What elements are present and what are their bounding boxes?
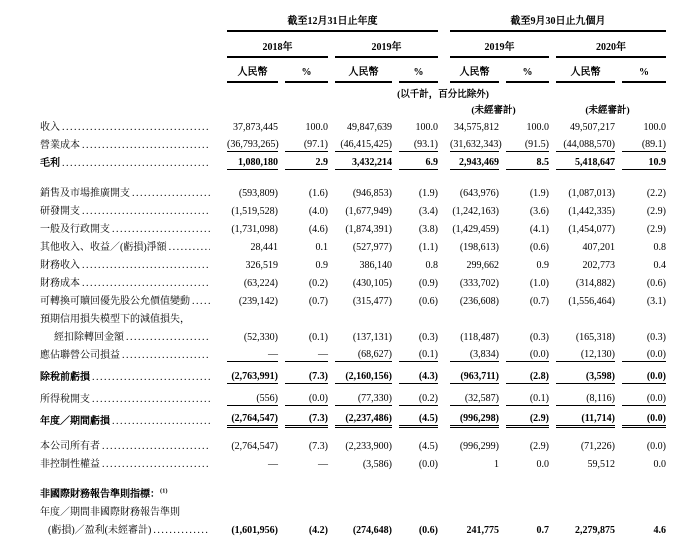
cell-value: 407,201 [582, 242, 615, 253]
table-row [40, 406, 666, 428]
table-row [40, 290, 666, 308]
cell-value: (2.2) [646, 188, 666, 199]
cell-value: (2.9) [646, 206, 666, 217]
cell-value: (593,809) [238, 188, 278, 199]
table-row [40, 308, 666, 326]
row-label: 營業成本 ..... [40, 134, 220, 152]
dot-leader [82, 140, 210, 151]
cell-value: 202,773 [582, 260, 615, 271]
dot-leader [62, 158, 210, 169]
cell-value: (0.0) [278, 384, 328, 406]
table-row [40, 200, 666, 218]
cell-value: — [278, 344, 328, 362]
table-row [40, 236, 666, 254]
dot-leader [92, 372, 210, 383]
cell-value: (7.3) [278, 406, 328, 428]
row-label: (虧損)／盈利(未經審計) ..... [40, 519, 220, 537]
units-note-row [40, 83, 666, 100]
dot-leader [112, 224, 210, 235]
cell-value: (137,131) [352, 332, 392, 343]
table-row [40, 384, 666, 406]
cell-value: (0.7) [529, 296, 549, 307]
cell-value: (2.9) [529, 441, 549, 452]
dot-leader [82, 206, 210, 217]
cell-value: (0.6) [418, 525, 438, 536]
cell-value: (0.1) [392, 344, 438, 362]
dot-leader [153, 525, 210, 536]
cell-value: (1,556,464) [568, 296, 615, 307]
row-label: 財務收入 ..... [40, 254, 220, 272]
row-label: 非國際財務報告準則指標：$^{(1)}$ [40, 487, 168, 500]
cell-value: (3.4) [418, 206, 438, 217]
period-group-nine-months [438, 12, 666, 32]
row-label: 所得稅開支 ..... [40, 384, 220, 406]
cell-value: 59,512 [587, 459, 615, 470]
table-row [40, 471, 666, 501]
cell-value: (63,224) [243, 278, 278, 289]
cell-value: — [268, 459, 278, 470]
cell-value: (0.7) [308, 296, 328, 307]
cell-value: (3,834) [438, 344, 499, 362]
cell-value: 6.9 [392, 152, 438, 170]
financial-table [40, 12, 666, 537]
cell-value: (2,763,991) [220, 362, 278, 384]
cell-value: 0.8 [653, 242, 666, 253]
dot-leader [126, 332, 210, 343]
cell-value: (2.9) [499, 406, 549, 428]
cell-value: (996,298) [438, 406, 499, 428]
cell-value: (91.5) [499, 134, 549, 152]
cell-value: (2,764,547) [220, 406, 278, 428]
period-group-nine-months-title: 截至9月30日止九個月 [450, 12, 666, 32]
cell-value: (0.6) [529, 242, 549, 253]
cell-value: (1,242,163) [452, 206, 499, 217]
cell-value: (93.1) [392, 134, 438, 152]
year-2018-header: 2018年 [220, 32, 328, 58]
row-label: 預期信用損失模型下的減值損失， [40, 314, 190, 325]
cell-value: 49,847,639 [347, 122, 392, 133]
unaudited-row [40, 100, 666, 116]
percent-header-1: % [278, 58, 328, 83]
table-row [40, 116, 666, 134]
cell-value: (77,330) [328, 384, 392, 406]
cell-value: (4.6) [308, 224, 328, 235]
cell-value: (1,731,098) [231, 224, 278, 235]
cell-value: (2.9) [646, 224, 666, 235]
cell-value: (0.0) [418, 459, 438, 470]
cell-value: (2.8) [499, 362, 549, 384]
cell-value: (1,454,077) [568, 224, 615, 235]
cell-value: (4.0) [308, 206, 328, 217]
header-measure-row [40, 58, 666, 83]
cell-value: — [220, 344, 278, 362]
cell-value: (1,087,013) [568, 188, 615, 199]
year-2019-9m-header: 2019年 [438, 32, 549, 58]
cell-value: (0.3) [646, 332, 666, 343]
table-row [40, 326, 666, 344]
dot-leader [112, 416, 210, 427]
dot-leader [82, 278, 210, 289]
table-row [40, 272, 666, 290]
cell-value: (963,711) [438, 362, 499, 384]
cell-value: (7.3) [278, 362, 328, 384]
cell-value: (32,587) [438, 384, 499, 406]
cell-value: 5,418,647 [549, 152, 615, 170]
cell-value: 2,279,875 [575, 525, 615, 536]
row-label: 毛利 ..... [40, 152, 220, 170]
cell-value: (1,601,956) [231, 525, 278, 536]
cell-value: (2,160,156) [328, 362, 392, 384]
cell-value: (0.2) [308, 278, 328, 289]
cell-value: 0.1 [315, 242, 328, 253]
cell-value: (3,586) [362, 459, 392, 470]
cell-value: 326,519 [245, 260, 278, 271]
cell-value: (0.1) [499, 384, 549, 406]
cell-value: (643,976) [459, 188, 499, 199]
cell-value: (946,853) [352, 188, 392, 199]
row-label: 一般及行政開支 ..... [40, 218, 220, 236]
row-label: 銷售及市場推廣開支 ..... [40, 170, 220, 200]
row-label: 經扣除轉回金額 ..... [40, 326, 220, 344]
cell-value: (3.8) [418, 224, 438, 235]
cell-value: (2,764,547) [231, 441, 278, 452]
cell-value: (0.9) [418, 278, 438, 289]
table-row [40, 428, 666, 453]
dot-leader [122, 350, 210, 361]
table-row [40, 519, 666, 537]
table-row [40, 453, 666, 471]
cell-value: 8.5 [499, 152, 549, 170]
cell-value: (430,105) [352, 278, 392, 289]
row-label: 可轉換可贖回優先股公允價值變動 ..... [40, 290, 220, 308]
cell-value: (556) [220, 384, 278, 406]
cell-value: (2,237,486) [328, 406, 392, 428]
currency-header-4: 人民幣 [549, 58, 615, 83]
cell-value: 100.0 [643, 122, 666, 133]
cell-value: (12,130) [549, 344, 615, 362]
cell-value: 0.4 [653, 260, 666, 271]
row-label: 財務成本 ..... [40, 272, 220, 290]
currency-header-2: 人民幣 [328, 58, 392, 83]
cell-value: (36,793,265) [227, 139, 279, 150]
table-row [40, 170, 666, 200]
dot-leader [132, 188, 210, 199]
cell-value: 100.0 [305, 122, 328, 133]
cell-value: 241,775 [466, 525, 499, 536]
row-label: 研發開支 ..... [40, 200, 220, 218]
cell-value: 1,080,180 [220, 152, 278, 170]
cell-value: (0.0) [615, 362, 666, 384]
cell-value: (314,882) [575, 278, 615, 289]
cell-value: — [318, 459, 328, 470]
cell-value: 4.6 [653, 525, 666, 536]
dot-leader [169, 242, 210, 253]
dot-leader [102, 441, 210, 452]
cell-value: (165,318) [575, 332, 615, 343]
row-label: 本公司所有者 ..... [40, 428, 220, 453]
cell-value: (4.2) [308, 525, 328, 536]
cell-value: (4.3) [392, 362, 438, 384]
cell-value: (0.3) [418, 332, 438, 343]
cell-value: (236,608) [459, 296, 499, 307]
dot-leader [92, 394, 210, 405]
header-year-row [40, 32, 666, 58]
cell-value: (0.2) [392, 384, 438, 406]
cell-value: 3,432,214 [328, 152, 392, 170]
unaudited-label-2020-9m: (未經審計) [585, 106, 630, 116]
cell-value: (198,613) [459, 242, 499, 253]
cell-value: (0.0) [499, 344, 549, 362]
cell-value: (1,677,949) [345, 206, 392, 217]
header-period-row [40, 12, 666, 32]
cell-value: (3.6) [529, 206, 549, 217]
cell-value: (1.0) [529, 278, 549, 289]
cell-value: (0.0) [615, 384, 666, 406]
cell-value: (0.0) [615, 406, 666, 428]
year-2020-header: 2020年 [549, 32, 666, 58]
cell-value: (7.3) [308, 441, 328, 452]
cell-value: 0.8 [425, 260, 438, 271]
row-label: 非控制性權益 ..... [40, 453, 220, 471]
cell-value: (1.9) [418, 188, 438, 199]
cell-value: (1.1) [418, 242, 438, 253]
table-row [40, 501, 666, 519]
cell-value: 10.9 [615, 152, 666, 170]
cell-value: (52,330) [243, 332, 278, 343]
dot-leader [62, 122, 210, 133]
table-row [40, 254, 666, 272]
cell-value: 386,140 [359, 260, 392, 271]
cell-value: 0.0 [653, 459, 666, 470]
cell-value: 100.0 [526, 122, 549, 133]
cell-value: (0.0) [646, 441, 666, 452]
row-label: 年度／期間虧損 ..... [40, 406, 220, 428]
footnote-marker: (1) [160, 487, 168, 495]
cell-value: (1,874,391) [345, 224, 392, 235]
year-2019-header: 2019年 [328, 32, 438, 58]
cell-value: (3,598) [549, 362, 615, 384]
cell-value: 28,441 [250, 242, 278, 253]
cell-value: (239,142) [238, 296, 278, 307]
table-row [40, 218, 666, 236]
cell-value: 2.9 [278, 152, 328, 170]
cell-value: 2,943,469 [438, 152, 499, 170]
cell-value: (118,487) [460, 332, 499, 343]
percent-header-3: % [499, 58, 549, 83]
dot-leader [82, 260, 210, 271]
cell-value: (333,702) [459, 278, 499, 289]
cell-value: (315,477) [352, 296, 392, 307]
cell-value: (44,088,570) [549, 134, 615, 152]
cell-value: 0.9 [536, 260, 549, 271]
table-row [40, 362, 666, 384]
cell-value: (4.1) [529, 224, 549, 235]
cell-value: (46,415,425) [328, 134, 392, 152]
cell-value: (527,977) [352, 242, 392, 253]
cell-value: (0.6) [646, 278, 666, 289]
period-group-annual [220, 12, 438, 32]
cell-value: 1 [494, 459, 499, 470]
percent-header-2: % [392, 58, 438, 83]
table-row [40, 344, 666, 362]
period-group-annual-title: 截至12月31日止年度 [227, 12, 438, 32]
row-label: 收入 ..... [40, 116, 220, 134]
cell-value: (4.5) [418, 441, 438, 452]
table-row [40, 134, 666, 152]
cell-value: (89.1) [615, 134, 666, 152]
cell-value: (274,648) [352, 525, 392, 536]
cell-value: (11,714) [549, 406, 615, 428]
cell-value: (31,632,343) [450, 139, 502, 150]
dot-leader [102, 459, 210, 470]
cell-value: (8,116) [549, 384, 615, 406]
row-label: 年度／期間非國際財務報告準則 [40, 507, 180, 518]
cell-value: (71,226) [580, 441, 615, 452]
cell-value: (1.9) [529, 188, 549, 199]
currency-header-1: 人民幣 [220, 58, 278, 83]
unaudited-label-2019-9m: (未經審計) [471, 106, 516, 116]
table-row [40, 152, 666, 170]
row-label: 其他收入、收益／(虧損)淨額 ..... [40, 236, 220, 254]
units-note: (以千計，百分比除外) [397, 90, 489, 100]
row-label: 除稅前虧損 ..... [40, 362, 220, 384]
currency-header-3: 人民幣 [438, 58, 499, 83]
cell-value: (1,429,459) [452, 224, 499, 235]
cell-value: 37,873,445 [233, 122, 278, 133]
cell-value: 100.0 [415, 122, 438, 133]
cell-value: (1,519,528) [231, 206, 278, 217]
cell-value: 34,575,812 [454, 122, 499, 133]
cell-value: 49,507,217 [570, 122, 615, 133]
cell-value: (4.5) [392, 406, 438, 428]
dot-leader [192, 296, 210, 307]
cell-value: (1,442,335) [568, 206, 615, 217]
label-column-header [40, 12, 220, 32]
cell-value: 299,662 [466, 260, 499, 271]
cell-value: (0.3) [529, 332, 549, 343]
cell-value: (0.1) [308, 332, 328, 343]
cell-value: (0.6) [418, 296, 438, 307]
cell-value: (68,627) [328, 344, 392, 362]
cell-value: (1.6) [308, 188, 328, 199]
row-label: 應佔聯營公司損益 ..... [40, 344, 220, 362]
cell-value: (97.1) [278, 134, 328, 152]
cell-value: (3.1) [646, 296, 666, 307]
cell-value: 0.9 [315, 260, 328, 271]
cell-value: (0.0) [615, 344, 666, 362]
cell-value: (996,299) [459, 441, 499, 452]
percent-header-4: % [615, 58, 666, 83]
cell-value: 0.0 [536, 459, 549, 470]
cell-value: 0.7 [536, 525, 549, 536]
cell-value: (2,233,900) [345, 441, 392, 452]
